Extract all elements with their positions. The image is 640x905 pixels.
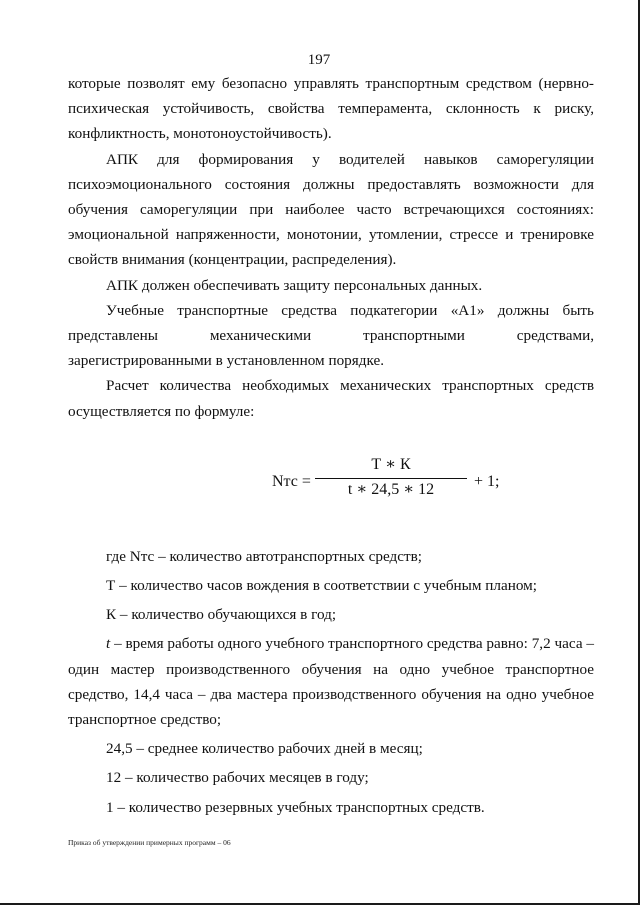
legend-t-symbol: t (106, 635, 111, 653)
legend-k: К – количество обучающихся в год; (106, 606, 337, 624)
formula-numerator: Т ∗ К (371, 455, 411, 473)
paragraph-apk-data-protection: АПК должен обеспечивать защиту персональных данных. (106, 276, 483, 294)
page-number: 197 (307, 52, 331, 68)
paragraph-intro: которые позволят ему безопасно управлять транспортным средством (нервно-психическая устойчивость, свойства темперамента, склонность к риску, конфликтность, монотоноустойчивость). (68, 75, 594, 143)
paragraph-calculation: Расчет количества необходимых механических транспортных средств осуществляется по формуле: (68, 377, 594, 420)
body-text (68, 71, 594, 820)
formula-fraction (311, 454, 471, 501)
legend-ntc: где Nтс – количество автотранспортных средств; (106, 547, 422, 565)
legend-t-hours: Т – количество часов вождения в соответствии с учебным планом; (106, 577, 537, 595)
paragraph-training-vehicles: Учебные транспортные средства подкатегории «А1» должны быть представлены механическими транспортными средствами, зарегистрированными в установленном порядке. (68, 301, 594, 370)
legend-t-work-text: – время работы одного учебного транспортного средства равно: 7,2 часа – один мастер производственного обучения на одно учебное транспортное средство, 14,4 часа – два мастера производственного обучения на одно учебное транспортное средство; (68, 635, 594, 729)
formula-legend (68, 544, 594, 820)
legend-days: 24,5 – среднее количество рабочих дней в месяц; (106, 740, 423, 758)
legend-reserve: 1 – количество резервных учебных транспортных средств. (106, 798, 485, 816)
formula-lhs: Nтс = (272, 472, 311, 490)
formula-denominator: t ∗ 24,5 ∗ 12 (347, 480, 435, 498)
formula-tail: + 1; (474, 472, 500, 490)
vehicle-count-formula (68, 434, 594, 530)
legend-t-work (68, 631, 594, 732)
paragraph-apk-selfregulation: АПК для формирования у водителей навыков саморегуляции психоэмоционального состояния должны предоставлять возможности для обучения саморегуляции при наиболее часто встречающихся состояниях: эмоциональной напряженности, монотонии, утомлении, стрессе и тренировке свойств внимания (концентрации, распределения). (68, 150, 594, 269)
footer-note: Приказ об утверждении примерных программ – 06 (68, 838, 231, 847)
legend-months: 12 – количество рабочих месяцев в году; (106, 769, 369, 787)
